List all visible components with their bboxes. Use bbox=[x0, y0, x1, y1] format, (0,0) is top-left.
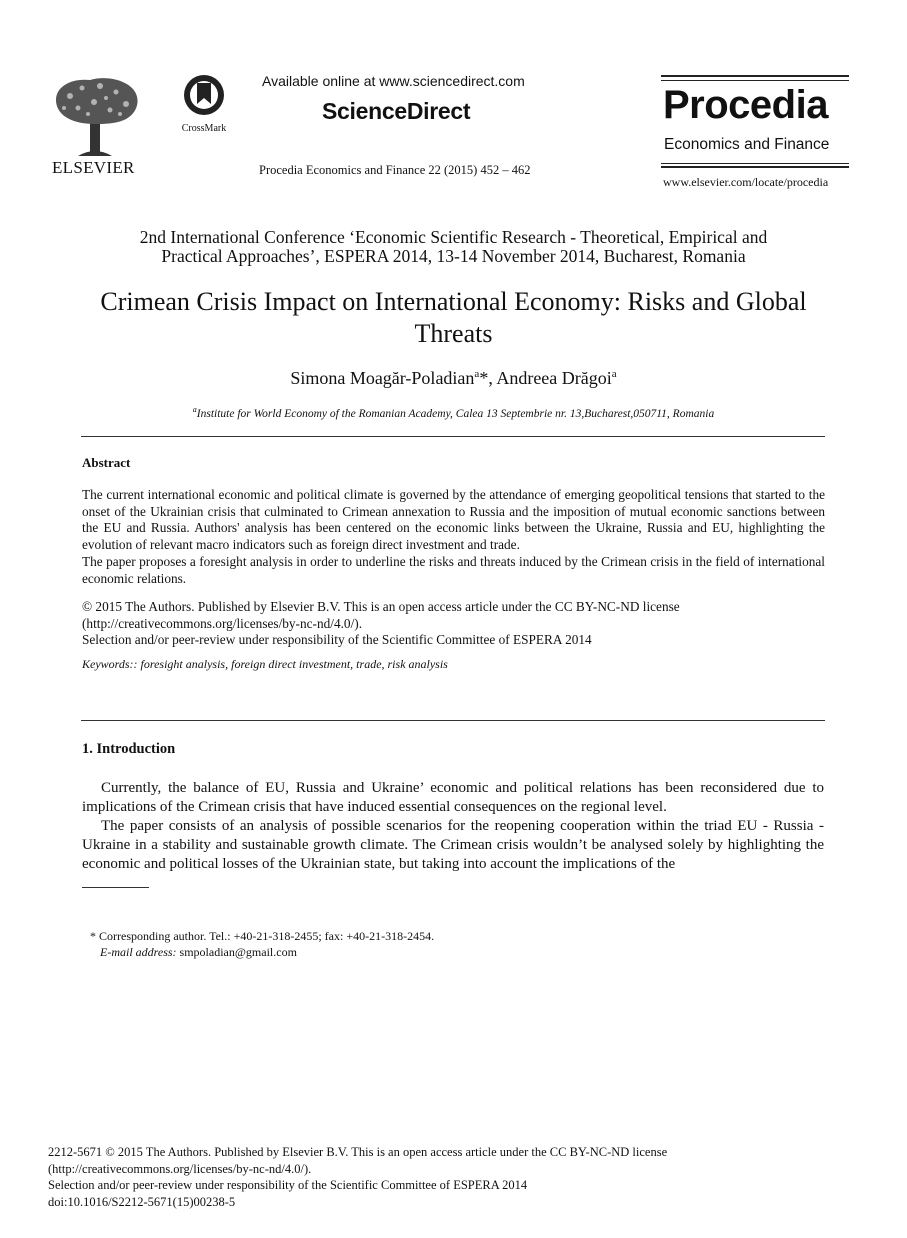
footnote bbox=[90, 928, 434, 960]
author-2: Andreea Drăgoi bbox=[496, 368, 612, 388]
introduction-body bbox=[82, 779, 824, 874]
footnote-rule bbox=[82, 887, 149, 888]
intro-paragraph-2: The paper consists of an analysis of possible scenarios for the reopening cooperation within the triad EU - Russia - Ukraine in a stability and sustainable growth climate. The Crimean crisis wouldn’t be analysed solely by highlighting the economic and political losses of the Ukrainian state, but taking into account the implications of the bbox=[82, 818, 824, 872]
paper-title: Crimean Crisis Impact on International Economy: Risks and Global Threats bbox=[100, 287, 807, 348]
sciencedirect-brand: ScienceDirect bbox=[322, 98, 471, 124]
intro-paragraph-1: Currently, the balance of EU, Russia and Ukraine’ economic and political relations has been reconsidered due to implications of the Crimean crisis that have induced essential consequences on the regional level. bbox=[82, 780, 824, 815]
availability-line: Available online at www.sciencedirect.com bbox=[262, 73, 525, 89]
abstract-paragraph-1: The current international economic and political climate is governed by the attendance of emerging geopolitical tensions that started to the onset of the Ukrainian crisis that culminated to Crimean annexation to Russia and the imposition of mutual economic sanctions between the EU and Russia. Authors' analysis has been centered on the economic links between the Ukraine, Russia and EU, highlighting the evolution of relevant macro indicators such as foreign direct investment and trade. bbox=[82, 487, 825, 553]
review-statement: Selection and/or peer-review under responsibility of the Scientific Committee of ESPERA 2014 bbox=[82, 632, 592, 648]
affiliation-mark: a bbox=[192, 405, 197, 414]
bottom-review-line: Selection and/or peer-review under responsibility of the Scientific Committee of ESPERA 2014 bbox=[48, 1178, 528, 1192]
procedia-subtitle: Economics and Finance bbox=[664, 136, 830, 153]
abstract-paragraph-2: The paper proposes a foresight analysis in order to underline the risks and threats induced by the Crimean crisis in the field of international economic relations. bbox=[82, 553, 825, 586]
email-label: E-mail address: bbox=[100, 945, 177, 959]
email-line bbox=[90, 944, 434, 960]
elsevier-wordmark: ELSEVIER bbox=[52, 158, 135, 177]
license-block bbox=[82, 599, 825, 649]
procedia-logo bbox=[661, 75, 849, 190]
doi[interactable]: doi:10.1016/S2212-5671(15)00238-5 bbox=[48, 1194, 236, 1209]
keywords: Keywords:: foresight analysis, foreign direct investment, trade, risk analysis bbox=[82, 657, 448, 671]
abstract-top-rule bbox=[81, 436, 825, 437]
crossmark-label: CrossMark bbox=[181, 123, 227, 134]
section-heading-introduction: 1. Introduction bbox=[82, 741, 176, 757]
license-link[interactable]: (http://creativecommons.org/licenses/by-nc-nd/4.0/). bbox=[82, 615, 363, 631]
author-separator: , bbox=[488, 368, 497, 388]
corresponding-star: * bbox=[479, 368, 489, 388]
author-1-affiliation-mark: a bbox=[474, 368, 480, 380]
author-2-affiliation-mark: a bbox=[611, 368, 617, 380]
conference-line-1: 2nd International Conference ‘Economic Scientific Research - Theoretical, Empirical and bbox=[139, 227, 768, 247]
conference-line-2: Practical Approaches’, ESPERA 2014, 13-14 November 2014, Bucharest, Romania bbox=[161, 246, 746, 266]
procedia-title: Procedia bbox=[663, 83, 828, 127]
journal-reference: Procedia Economics and Finance 22 (2015) 452 – 462 bbox=[259, 163, 531, 177]
conference-info bbox=[60, 228, 847, 266]
procedia-top-rule bbox=[661, 75, 849, 77]
author-1: Simona Moagăr-Poladian bbox=[290, 368, 475, 388]
bottom-license-link[interactable]: (http://creativecommons.org/licenses/by-nc-nd/4.0/). bbox=[48, 1161, 312, 1176]
crossmark-icon bbox=[181, 74, 227, 116]
abstract-bottom-rule bbox=[81, 720, 825, 721]
bottom-publication-info bbox=[48, 1144, 667, 1210]
author-list bbox=[60, 368, 847, 389]
procedia-bottom-rule-thin bbox=[661, 163, 849, 164]
procedia-bottom-rule bbox=[661, 166, 849, 168]
license-line-1: © 2015 The Authors. Published by Elsevier B.V. This is an open access article under the CC BY-NC-ND license bbox=[82, 599, 680, 614]
affiliation-text: Institute for World Economy of the Romanian Academy, Calea 13 Septembrie nr. 13,Bucharest,050711, Romania bbox=[196, 407, 715, 420]
procedia-top-rule-thin bbox=[661, 80, 849, 81]
crossmark-badge[interactable] bbox=[176, 74, 232, 132]
email-address[interactable]: smpoladian@gmail.com bbox=[176, 945, 297, 959]
abstract-heading: Abstract bbox=[82, 455, 131, 470]
affiliation bbox=[60, 405, 847, 420]
corresponding-author-note: * Corresponding author. Tel.: +40-21-318-2455; fax: +40-21-318-2454. bbox=[90, 929, 435, 943]
abstract-body bbox=[82, 487, 825, 587]
issn-license-line: 2212-5671 © 2015 The Authors. Published by Elsevier B.V. This is an open access article under the CC BY-NC-ND license bbox=[48, 1145, 668, 1159]
journal-url[interactable]: www.elsevier.com/locate/procedia bbox=[663, 175, 829, 189]
